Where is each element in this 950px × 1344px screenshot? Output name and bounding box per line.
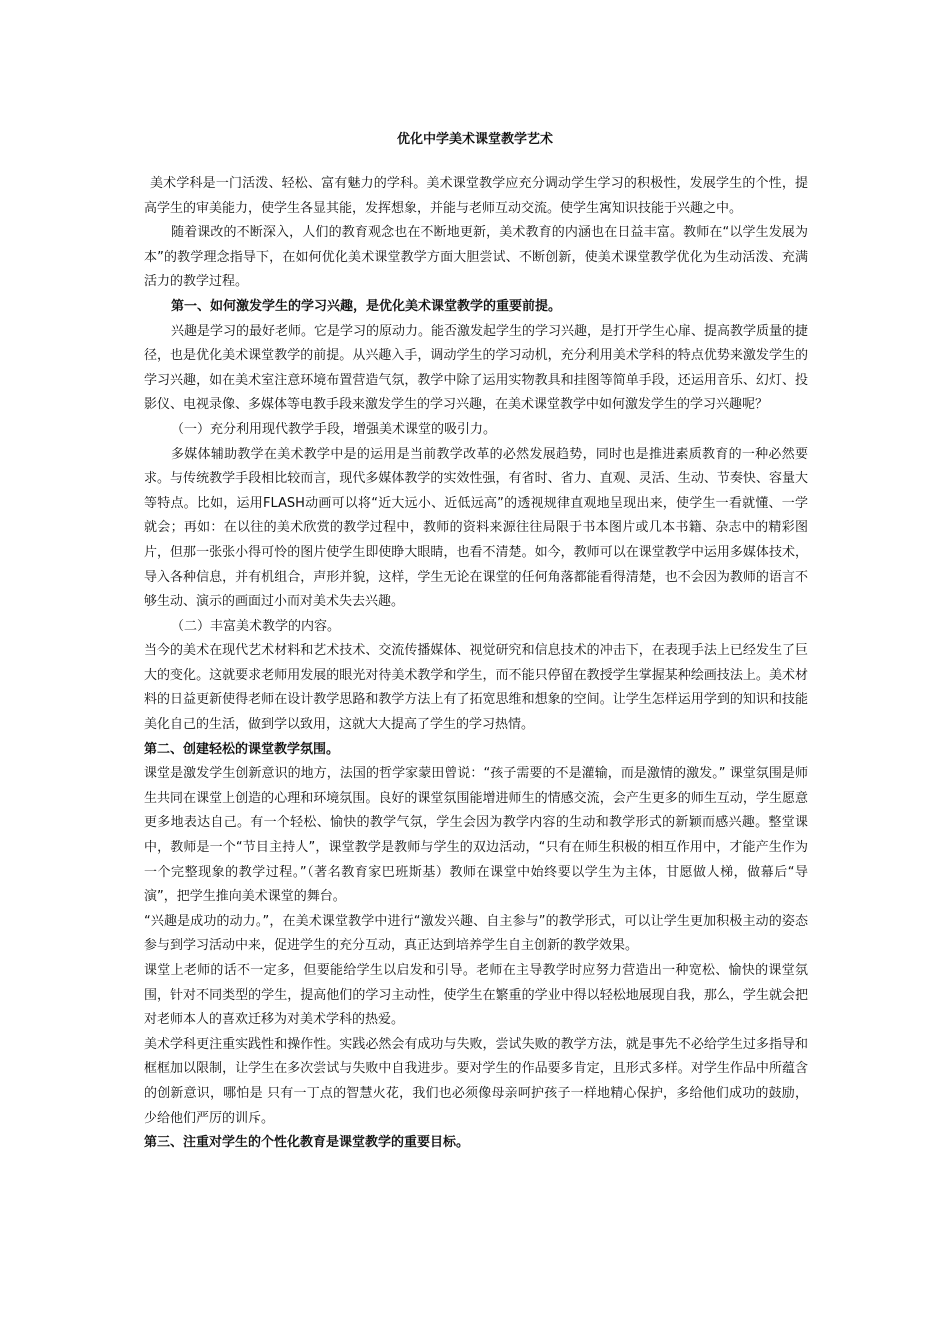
paragraph-multimedia: 多媒体辅助教学在美术教学中是的运用是当前教学改革的必然发展趋势，同时也是推进素质教育的一种必然要求。与传统教学手段相比较而言，现代多媒体教学的实效性强，有省时、省力、直观、灵活、生动、节奏快、容量大等特点。比如，运用FLASH动画可以将“近大远小、近低远高”的透视规律直观地呈现出来，使学生一看就懂、一学就会；再如：在以往的美术欣赏的教学过程中，教师的资料来源往往局限于书本图片或几本书籍、杂志中的精彩图片，但那一张张小得可怜的图片使学生即使睁大眼睛，也看不清楚。如今，教师可以在课堂教学中运用多媒体技术，导入各种信息，并有机组合，声形并貌，这样，学生无论在课堂的任何角落都能看得清楚，也不会因为教师的语言不够生动、演示的画面过小而对美术失去兴趣。 — [144, 446, 808, 610]
document-title: 优化中学美术课堂教学艺术 — [396, 132, 553, 147]
paragraph-motivation: “兴趣是成功的动力。”，在美术课堂教学中进行“激发兴趣、自主参与”的教学形式，可以让学生更加积极主动的姿态参与到学习活动中来，促进学生的充分互动，真正达到培养学生自主创新的教学效果。 — [144, 913, 808, 954]
subheading-2: （二）丰富美术教学的内容。 — [171, 618, 341, 634]
section-heading-3: 第三、注重对学生的个性化教育是课堂教学的重要目标。 — [144, 1135, 470, 1151]
paragraph-content: 当今的美术在现代艺术材料和艺术技术、交流传播媒体、视觉研究和信息技术的冲击下，在表现手法上已经发生了巨大的变化。这就要求老师用发展的眼光对待美术教学和学生，而不能只停留在教授学生掌握某种绘画技法上。美术材料的日益更新使得老师在设计教学思路和教学方法上有了拓宽思维和想象的空间。让学生怎样运用学到的知识和技能美化自己的生活，做到学以致用，这就大大提高了学生的学习热情。 — [144, 643, 808, 733]
section-heading-2: 第二、创建轻松的课堂教学氛围。 — [144, 741, 340, 757]
paragraph-practice: 美术学科更注重实践性和操作性。实践必然会有成功与失败，尝试失败的教学方法，就是事先不必给学生过多指导和框框加以限制，让学生在多次尝试与失败中自我进步。要对学生的作品要多肯定，且形式多样。对学生作品中所蕴含的创新意识，哪怕是 只有一丁点的智慧火花，我们也必须像母亲呵护孩子一样地精心保护，多给他们成功的鼓励，少给他们严厉的训斥。 — [144, 1036, 808, 1126]
paragraph-interest: 兴趣是学习的最好老师。它是学习的原动力。能否激发起学生的学习兴趣，是打开学生心扉、提高教学质量的捷径，也是优化美术课堂教学的前提。从兴趣入手，调动学生的学习动机，充分利用美术学科的特点优势来激发学生的学习兴趣，如在美术室注意环境布置营造气氛，教学中除了运用实物教具和挂图等简单手段，还运用音乐、幻灯、投影仪、电视录像、多媒体等电教手段来激发学生的学习兴趣，在美术课堂教学中如何激发学生的学习兴趣呢？ — [144, 323, 809, 413]
paragraph-atmosphere: 课堂是激发学生创新意识的地方，法国的哲学家蒙田曾说：“孩子需要的不是灌输，而是激情的激发。” 课堂氛围是师生共同在课堂上创造的心理和环境氛围。良好的课堂氛围能增进师生的情感交流，会产生更多的师生互动，学生愿意更多地表达自己。有一个轻松、愉快的教学气氛，学生会因为教学内容的生动和教学形式的新颖而感兴趣。整堂课中，教师是一个“节目主持人”，课堂教学是教师与学生的双边活动，“只有在师生积极的相互作用中，才能产生作为一个完整现象的教学过程。”（著名教育家巴班斯基）教师在课堂中始终要以学生为主体，甘愿做人梯，做幕后“导演”，把学生推向美术课堂的舞台。 — [144, 766, 808, 905]
subheading-1: （一）充分利用现代教学手段，增强美术课堂的吸引力。 — [171, 421, 497, 437]
document-body — [144, 172, 808, 1156]
section-heading-1: 第一、如何激发学生的学习兴趣，是优化美术课堂教学的重要前提。 — [171, 298, 562, 314]
paragraph-intro: 美术学科是一门活泼、轻松、富有魅力的学科。美术课堂教学应充分调动学生学习的积极性，发展学生的个性，提高学生的审美能力，使学生各显其能，发挥想象，并能与老师互动交流。使学生寓知识技能于兴趣之中。 — [144, 176, 808, 216]
paragraph-background: 随着课改的不断深入，人们的教育观念也在不断地更新，美术教育的内涵也在日益丰富。教师在“以学生发展为本”的教学理念指导下，在如何优化美术课堂教学方面大胆尝试、不断创新，使美术课堂教学优化为生动活泼、充满活力的教学过程。 — [144, 225, 808, 290]
paragraph-guidance: 课堂上老师的话不一定多，但要能给学生以启发和引导。老师在主导教学时应努力营造出一种宽松、愉快的课堂氛围，针对不同类型的学生，提高他们的学习主动性，使学生在繁重的学业中得以轻松地展现自我，那么，学生就会把对老师本人的喜欢迁移为对美术学科的热爱。 — [144, 963, 808, 1028]
